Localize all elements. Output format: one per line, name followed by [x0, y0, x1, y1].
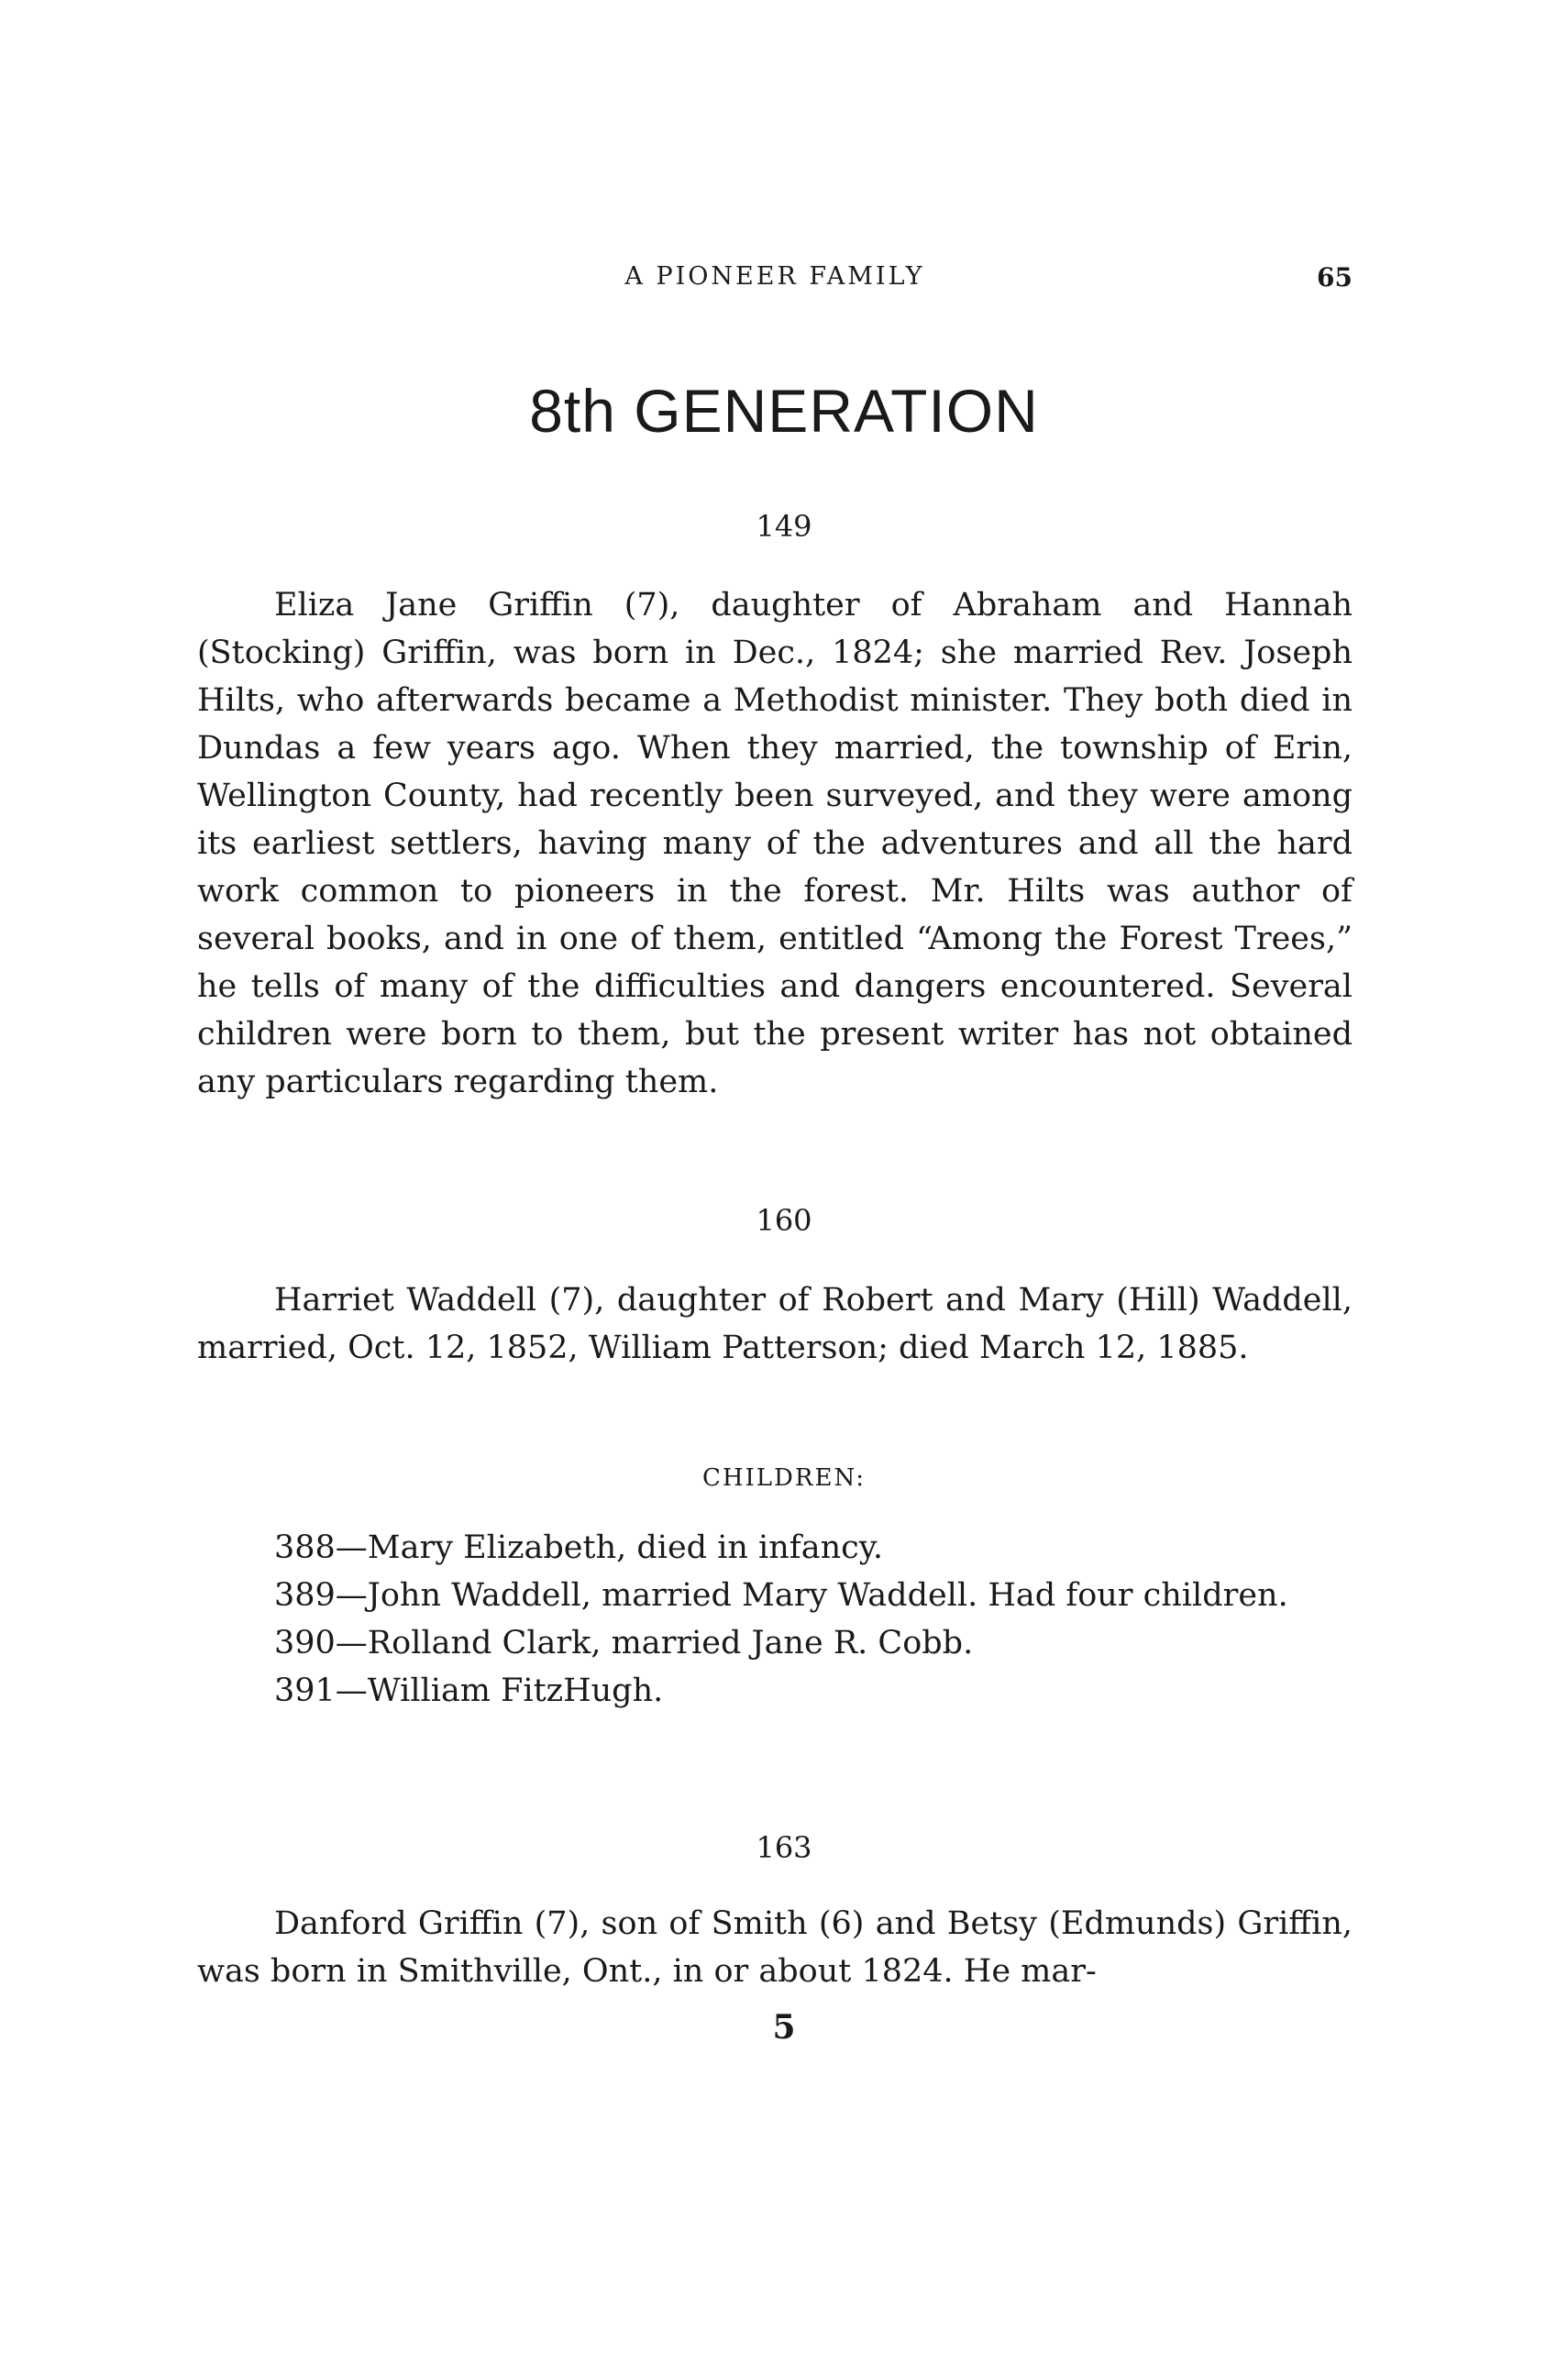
list-item: 390—Rolland Clark, married Jane R. Cobb.	[274, 1625, 974, 1661]
running-title: A PIONEER FAMILY	[624, 262, 925, 291]
entry-text-149	[197, 581, 1353, 1106]
running-header	[197, 262, 1353, 299]
entry-number-149: 149	[756, 509, 812, 544]
entry-number-160: 160	[756, 1203, 812, 1238]
list-item: 388—Mary Elizabeth, died in infancy.	[274, 1529, 884, 1566]
page-number: 65	[1317, 262, 1353, 292]
entry-paragraph: Harriet Waddell (7), daughter of Robert and Mary (Hill) Waddell, married, Oct. 12, 1852, William Patterson; died March 12, 1885.	[197, 1282, 1353, 1366]
entry-number-163: 163	[756, 1830, 812, 1865]
list-item: 391—William FitzHugh.	[274, 1672, 664, 1709]
entry-paragraph: Eliza Jane Griffin (7), daughter of Abraham and Hannah (Stocking) Griffin, was born in Dec., 1824; she married Rev. Joseph Hilts, who afterwards became a Methodist minister. They both died in Dundas a few years ago. When they married, the township of Erin, Wellington County, had recently been surveyed, and they were among its earliest settlers, having many of the adventures and all the hard work common to pioneers in the forest. Mr. Hilts was author of several books, and in one of them, entitled “Among the Forest Trees,” he tells of many of the difficulties and dangers encountered. Several children were born to them, but the present writer has not obtained any particulars regarding them.	[197, 587, 1353, 1100]
children-list	[197, 1524, 1353, 1715]
section-title: 8th GENERATION	[529, 377, 1039, 445]
signature-mark: 5	[772, 2008, 796, 2047]
entry-text-163	[197, 1900, 1353, 1995]
entry-text-160	[197, 1276, 1353, 1372]
entry-paragraph: Danford Griffin (7), son of Smith (6) and Betsy (Edmunds) Griffin, was born in Smithville, Ont., in or about 1824. He mar-	[197, 1905, 1353, 1990]
children-heading: CHILDREN:	[701, 1464, 867, 1492]
list-item: 389—John Waddell, married Mary Waddell. Had four children.	[274, 1577, 1288, 1614]
